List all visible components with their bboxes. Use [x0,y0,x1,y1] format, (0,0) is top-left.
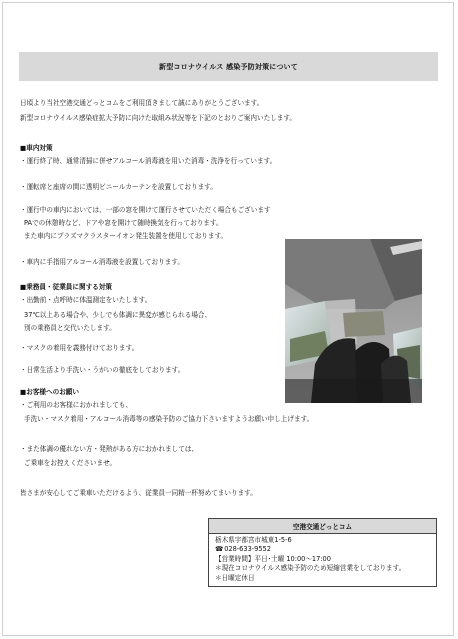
vehicle-line: ・運行終了時、通常清掃に併せアルコール消毒液を用いた消毒・洗浄を行っています。 [20,157,277,165]
closing-line: 皆さまが安心してご乗車いただけるよう、従業員一同精一杯努めてまいります。 [20,489,257,497]
customer-line: ご乗車をお控えくださいませ。 [24,459,117,467]
contact-closed: ＊日曜定休日 [215,573,255,582]
vehicle-line: ・運転席と座席の間に透明ビニールカーテンを設置しております。 [20,183,217,191]
staff-line: 別の乗務員と交代いたします。 [24,324,116,332]
contact-hours: 【営業時間】平日･土曜 10:00～17:00 [215,554,331,563]
contact-box [208,518,437,587]
vehicle-line: ・運行中の車内においては、一部の窓を開けて運行させていただく場合もございます [20,206,271,214]
customer-line: ・また体調の優れない方・発熱がある方におかれましては、 [20,445,199,453]
bus-interior-photo [285,239,422,403]
customer-line: ・ご利用のお客様におかれましても、 [20,401,133,409]
staff-line: ・日常生活より手洗い・うがいの徹底をしております。 [20,366,185,374]
vehicle-line: また車内にプラズマクラスターイオン発生装置を使用しております。 [24,232,228,240]
contact-address: 栃木県宇都宮市城東1-5-6 [215,536,292,544]
vehicle-line: ・車内に手指用アルコール消毒液を設置しております。 [20,258,184,266]
contact-phone-row [215,545,436,554]
vehicle-heading: ■車内対策 [20,144,53,152]
staff-heading: ■乗務員・従業員に関する対策 [20,283,112,291]
contact-note: ＊現在コロナウイルス感染予防のため短縮営業をしております。 [215,564,406,573]
staff-line: ・マスクの着用を義務付けております。 [20,344,139,352]
contact-company: 空港交通どっとコム [209,519,436,534]
document-title: 新型コロナウイルス 感染予防対策について [19,52,438,81]
customer-heading: ■お客様へのお願い [20,388,79,396]
document-page [2,2,454,636]
staff-line: 37℃以上ある場合や、少しでも体調に異変が感じられる場合、 [24,311,212,319]
intro-line-1: 日頃より当社空港交通どっとコムをご利用頂きまして誠にありがとうございます。 [20,99,264,107]
contact-phone: 028-633-9552 [224,545,271,554]
vehicle-line: PAでの休憩時など、ドアや窓を開けて随時換気を行っております。 [24,219,223,227]
phone-icon: ☎ [215,545,224,554]
customer-line: 手洗い・マスク着用・アルコール消毒等の感染予防のご協力下さいますようお願い申し上げます。 [24,415,314,423]
staff-line: ・出勤前・点呼時に体温測定をいたします。 [20,296,152,304]
intro-line-2: 新型コロナウイルス感染症拡大予防に向けた取組み状況等を下記のとおりご案内いたします。 [20,114,297,122]
